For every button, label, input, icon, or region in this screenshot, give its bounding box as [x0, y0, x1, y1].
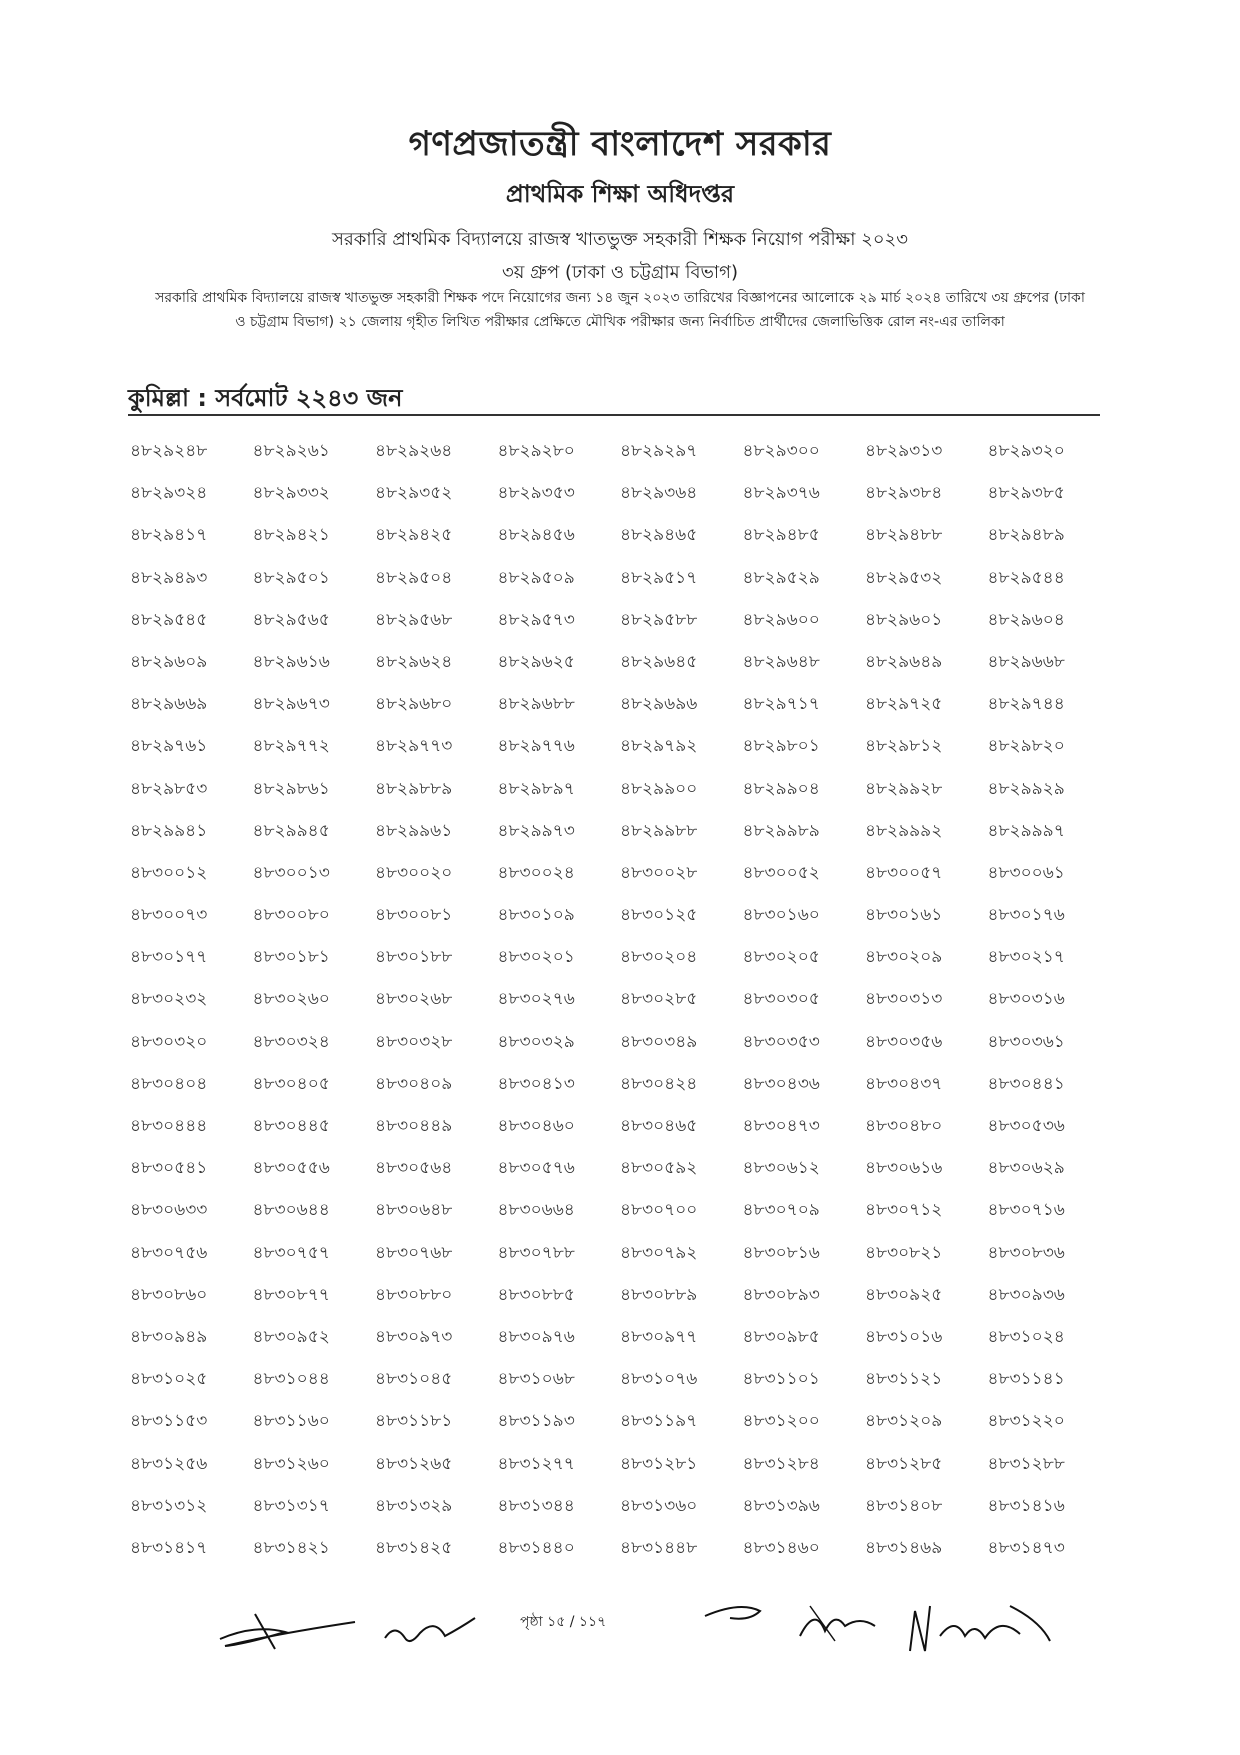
roll-number-table	[130, 438, 1110, 1577]
roll-number: ৪৮২৯৭১৭	[742, 694, 820, 715]
roll-number: ৪৮৩০৩১৩	[865, 989, 943, 1010]
roll-number: ৪৮৩১১৪১	[987, 1369, 1065, 1390]
roll-number: ৪৮২৯৫৬৫	[252, 609, 330, 630]
roll-number: ৪৮৩০৩২৪	[252, 1031, 330, 1052]
roll-number: ৪৮৩০২০৫	[742, 947, 820, 968]
roll-row	[130, 1408, 1110, 1450]
roll-number: ৪৮৩০৯৭৬	[497, 1326, 575, 1347]
roll-number: ৪৮৩০৩৪৯	[620, 1031, 698, 1052]
roll-row	[130, 1197, 1110, 1239]
roll-number: ৪৮৩০৪২৪	[620, 1073, 698, 1094]
roll-number: ৪৮৩০২৮৫	[620, 989, 698, 1010]
signature-4	[790, 1596, 880, 1651]
roll-number: ৪৮২৯৯৯৭	[987, 820, 1065, 841]
roll-number: ৪৮৩০৩৫৬	[865, 1031, 943, 1052]
roll-number: ৪৮২৯৭৪৪	[987, 694, 1065, 715]
roll-number: ৪৮২৯৯৪৫	[252, 820, 330, 841]
roll-number: ৪৮৩০০৫২	[742, 862, 820, 883]
roll-number: ৪৮২৯৩৭৬	[742, 483, 820, 504]
roll-number: ৪৮২৯৫০১	[252, 567, 330, 588]
roll-number: ৪৮৩০৬৪৪	[252, 1200, 330, 1221]
roll-number: ৪৮৩০৮৯৩	[742, 1284, 820, 1305]
roll-number: ৪৮৩০৪০৫	[252, 1073, 330, 1094]
roll-number: ৪৮৩১১৬০	[252, 1411, 330, 1432]
roll-number: ৪৮২৯৫১৭	[620, 567, 698, 588]
roll-number: ৪৮৩১১৯৭	[620, 1411, 698, 1432]
roll-number: ৪৮৩০৯৩৬	[987, 1284, 1065, 1305]
roll-number: ৪৮৩১১২১	[865, 1369, 943, 1390]
roll-number: ৪৮২৯৬৮০	[375, 694, 453, 715]
roll-number: ৪৮৩১৩১২	[130, 1495, 208, 1516]
roll-row	[130, 1324, 1110, 1366]
roll-number: ৪৮৩১৪০৮	[865, 1495, 943, 1516]
roll-number: ৪৮২৯৩০০	[742, 441, 820, 461]
roll-row	[130, 565, 1110, 607]
roll-number: ৪৮৩০৭৯২	[620, 1242, 698, 1263]
roll-number: ৪৮২৯৭৬১	[130, 736, 208, 757]
roll-number: ৪৮২৯৫৩২	[865, 567, 943, 588]
roll-number: ৪৮২৯৯৭৩	[497, 820, 575, 841]
roll-number: ৪৮২৯৩৮৪	[865, 483, 943, 504]
roll-number: ৪৮২৯৯৪১	[130, 820, 208, 841]
roll-number: ৪৮৩০৪৭৩	[742, 1116, 820, 1136]
page-number: পৃষ্ঠা ১৫ / ১১৭	[520, 1614, 607, 1630]
roll-number: ৪৮২৯৩৩২	[252, 483, 330, 504]
roll-number: ৪৮২৯২৪৮	[130, 441, 208, 461]
roll-number: ৪৮৩০১৮১	[252, 947, 330, 968]
roll-number: ৪৮২৯২৮০	[497, 441, 575, 461]
roll-number: ৪৮২৯৬৮৮	[497, 694, 575, 715]
roll-number: ৪৮৩০২০১	[497, 947, 575, 968]
roll-number: ৪৮২৯৪২৫	[375, 525, 453, 546]
roll-number: ৪৮২৯৬৪৮	[742, 651, 820, 672]
roll-number: ৪৮৩০৪৩৬	[742, 1073, 820, 1094]
roll-number: ৪৮৩১২২০	[987, 1411, 1065, 1432]
description: সরকারি প্রাথমিক বিদ্যালয়ে রাজস্ব খাতভুক্ত সহকারী শিক্ষক পদে নিয়োগের জন্য ১৪ জুন ২০২৩ তারিখের বিজ্ঞাপনের আলোকে ২৯ মার্চ ২০২৪ তারিখে ৩য় গ্রুপের (ঢাকা ও চট্টগ্রাম বিভাগ) ২১ জেলায় গৃহীত লিখিত পরীক্ষার প্রেক্ষিতে মৌখিক পরীক্ষার জন্য নির্বাচিত প্রার্থীদের জেলাভিত্তিক রোল নং-এর তালিকা	[155, 290, 1085, 330]
roll-number: ৪৮২৯৫৪৫	[130, 609, 208, 630]
roll-row	[130, 1451, 1110, 1493]
roll-number: ৪৮৩০৪৬৫	[620, 1116, 698, 1136]
roll-number: ৪৮২৯৫২৯	[742, 567, 820, 588]
district-heading: কুমিল্লা : সর্বমোট ২২৪৩ জন	[128, 384, 403, 412]
roll-number: ৪৮৩০৮৩৬	[987, 1242, 1065, 1263]
roll-number: ৪৮৩১৩২৯	[375, 1495, 453, 1516]
signature-5	[900, 1596, 1060, 1666]
roll-number: ৪৮৩০৭৫৬	[130, 1242, 208, 1263]
roll-number: ৪৮৩০৪১৩	[497, 1073, 575, 1094]
roll-number: ৪৮২৯৩১৩	[865, 441, 943, 461]
roll-number: ৪৮৩১২৮৮	[987, 1453, 1065, 1474]
roll-number: ৪৮৩০৯৭৭	[620, 1326, 698, 1347]
roll-number: ৪৮২৯৯২৮	[865, 778, 943, 799]
roll-row	[130, 438, 1110, 480]
roll-number: ৪৮৩০১৬১	[865, 905, 943, 926]
roll-number: ৪৮৩১১৮১	[375, 1411, 453, 1432]
roll-row	[130, 1535, 1110, 1577]
roll-number: ৪৮৩০৩৬১	[987, 1031, 1065, 1052]
roll-row	[130, 1029, 1110, 1071]
roll-number: ৪৮৩০৩২০	[130, 1031, 208, 1052]
roll-number: ৪৮২৯৪৮৫	[742, 525, 820, 546]
roll-number: ৪৮৩০৯৪৯	[130, 1326, 208, 1347]
roll-number: ৪৮৩১৪৬০	[742, 1537, 820, 1558]
roll-number: ৪৮৩০৮১৬	[742, 1242, 820, 1263]
roll-number: ৪৮৩০১০৯	[497, 905, 575, 926]
roll-number: ৪৮৩০১২৫	[620, 905, 698, 926]
roll-row	[130, 776, 1110, 818]
roll-number: ৪৮২৯৬০৯	[130, 651, 208, 672]
roll-number: ৪৮৩০৩০৫	[742, 989, 820, 1010]
roll-number: ৪৮২৯৬২৪	[375, 651, 453, 672]
roll-number: ৪৮৩০৪৪৯	[375, 1116, 453, 1136]
roll-number: ৪৮৩০০১৩	[252, 862, 330, 883]
roll-number: ৪৮৩১৩৯৬	[742, 1495, 820, 1516]
roll-number: ৪৮৩০৫৯২	[620, 1158, 698, 1179]
roll-number: ৪৮৩০৩১৬	[987, 989, 1065, 1010]
roll-row	[130, 860, 1110, 902]
roll-number: ৪৮২৯৬৬৯	[130, 694, 208, 715]
roll-number: ৪৮৩১০৬৮	[497, 1369, 575, 1390]
roll-number: ৪৮৩০৯৫২	[252, 1326, 330, 1347]
roll-number: ৪৮৩০৪৪৪	[130, 1116, 208, 1136]
roll-number: ৪৮৩০৭০০	[620, 1200, 698, 1221]
roll-number: ৪৮৩০৬১৬	[865, 1158, 943, 1179]
roll-number: ৪৮২৯৩৫৩	[497, 483, 575, 504]
group-title: ৩য় গ্রুপ (ঢাকা ও চট্টগ্রাম বিভাগ)	[502, 262, 738, 283]
roll-row	[130, 944, 1110, 986]
roll-number: ৪৮৩১২৭৭	[497, 1453, 575, 1474]
roll-number: ৪৮৩০৪৪৫	[252, 1116, 330, 1136]
roll-number: ৪৮২৯২৬৪	[375, 441, 453, 461]
roll-number: ৪৮৩০১৮৮	[375, 947, 453, 968]
roll-number: ৪৮২৯২৬১	[252, 441, 330, 461]
roll-number: ৪৮৩১০১৬	[865, 1326, 943, 1347]
roll-row	[130, 986, 1110, 1028]
roll-number: ৪৮২৯৭৭২	[252, 736, 330, 757]
roll-number: ৪৮৩০৫৫৬	[252, 1158, 330, 1179]
roll-number: ৪৮৩১২০৯	[865, 1411, 943, 1432]
roll-number: ৪৮২৯৮০১	[742, 736, 820, 757]
roll-number: ৪৮২৯৬০৪	[987, 609, 1065, 630]
roll-number: ৪৮৩১৪১৭	[130, 1537, 208, 1558]
roll-number: ৪৮২৯৬৭৩	[252, 694, 330, 715]
roll-number: ৪৮২৯৬০১	[865, 609, 943, 630]
roll-number: ৪৮৩০৪০৯	[375, 1073, 453, 1094]
roll-number: ৪৮২৯৯০০	[620, 778, 698, 799]
divider	[128, 414, 1100, 416]
roll-number: ৪৮৩০৬১২	[742, 1158, 820, 1179]
roll-number: ৪৮৩০০১২	[130, 862, 208, 883]
roll-row	[130, 1071, 1110, 1113]
roll-number: ৪৮২৯৭৯২	[620, 736, 698, 757]
roll-number: ৪৮৩০৪৪১	[987, 1073, 1065, 1094]
roll-number: ৪৮৩০৮৮০	[375, 1284, 453, 1305]
roll-number: ৪৮২৯৬৪৫	[620, 651, 698, 672]
roll-number: ৪৮৩০৯৮৫	[742, 1326, 820, 1347]
roll-row	[130, 902, 1110, 944]
roll-number: ৪৮৩০৪৮০	[865, 1116, 943, 1136]
directorate-title: প্রাথমিক শিক্ষা অধিদপ্তর	[505, 180, 735, 208]
roll-number: ৪৮৩০০৮০	[252, 905, 330, 926]
roll-number: ৪৮৩১০২৫	[130, 1369, 208, 1390]
roll-number: ৪৮২৯৫৭৩	[497, 609, 575, 630]
roll-number: ৪৮২৯৯৮৯	[742, 820, 820, 841]
roll-number: ৪৮২৯৬৪৯	[865, 651, 943, 672]
roll-row	[130, 649, 1110, 691]
roll-number: ৪৮২৯৬৬৮	[987, 651, 1065, 672]
roll-number: ৪৮২৯৯৯২	[865, 820, 943, 841]
roll-number: ৪৮৩১২৮৪	[742, 1453, 820, 1474]
roll-number: ৪৮২৯৬৯৬	[620, 694, 698, 715]
roll-number: ৪৮৩০৯৭৩	[375, 1326, 453, 1347]
roll-number: ৪৮২৯৪৮৮	[865, 525, 943, 546]
roll-number: ৪৮৩০৫৪১	[130, 1158, 208, 1179]
roll-number: ৪৮৩০৬২৯	[987, 1158, 1065, 1179]
roll-number: ৪৮২৯৭৭৩	[375, 736, 453, 757]
roll-number: ৪৮৩০৭৫৭	[252, 1242, 330, 1263]
roll-number: ৪৮২৯৪৮৯	[987, 525, 1065, 546]
roll-number: ৪৮২৯৬১৬	[252, 651, 330, 672]
roll-number: ৪৮২৯৪৯৩	[130, 567, 208, 588]
roll-row	[130, 733, 1110, 775]
roll-row	[130, 480, 1110, 522]
roll-number: ৪৮২৯৪২১	[252, 525, 330, 546]
roll-number: ৪৮৩১২৬৫	[375, 1453, 453, 1474]
roll-number: ৪৮২৯৫০৯	[497, 567, 575, 588]
roll-number: ৪৮৩০৩৫৩	[742, 1031, 820, 1052]
roll-number: ৪৮৩০৫৩৬	[987, 1116, 1065, 1136]
roll-row	[130, 1282, 1110, 1324]
roll-number: ৪৮৩০০২৪	[497, 862, 575, 883]
roll-row	[130, 1155, 1110, 1197]
roll-number: ৪৮২৯৭৭৬	[497, 736, 575, 757]
roll-number: ৪৮৩১২০০	[742, 1411, 820, 1432]
roll-number: ৪৮২৯৫৮৮	[620, 609, 698, 630]
roll-number: ৪৮২৯৯৮৮	[620, 820, 698, 841]
roll-number: ৪৮২৯৫৪৪	[987, 567, 1065, 588]
roll-number: ৪৮৩১২৫৬	[130, 1453, 208, 1474]
roll-number: ৪৮৩০০৭৩	[130, 905, 208, 926]
roll-number: ৪৮৩০৬৩৩	[130, 1200, 208, 1221]
roll-number: ৪৮২৯৯৬১	[375, 820, 453, 841]
roll-number: ৪৮৩০৩২৯	[497, 1031, 575, 1052]
roll-row	[130, 818, 1110, 860]
roll-number: ৪৮২৯৩৬৪	[620, 483, 698, 504]
roll-number: ৪৮৩০৭১৬	[987, 1200, 1065, 1221]
roll-number: ৪৮২৯৮১২	[865, 736, 943, 757]
roll-number: ৪৮৩০৫৭৬	[497, 1158, 575, 1179]
exam-title: সরকারি প্রাথমিক বিদ্যালয়ে রাজস্ব খাতভুক্ত সহকারী শিক্ষক নিয়োগ পরীক্ষা ২০২৩	[332, 229, 908, 250]
roll-number: ৪৮২৯৮৫৩	[130, 778, 208, 799]
roll-number: ৪৮৩০৫৬৪	[375, 1158, 453, 1179]
roll-number: ৪৮৩০২৬৮	[375, 989, 453, 1010]
roll-number: ৪৮৩১৪৪০	[497, 1537, 575, 1558]
roll-number: ৪৮২৯৮৬১	[252, 778, 330, 799]
roll-number: ৪৮২৯৬০০	[742, 609, 820, 630]
roll-number: ৪৮৩১০৪৪	[252, 1369, 330, 1390]
roll-number: ৪৮২৯৪৫৬	[497, 525, 575, 546]
roll-number: ৪৮৩০২১৭	[987, 947, 1065, 968]
roll-number: ৪৮৩০৮২১	[865, 1242, 943, 1263]
roll-row	[130, 1113, 1110, 1155]
roll-number: ৪৮২৯৩৫২	[375, 483, 453, 504]
roll-row	[130, 1366, 1110, 1408]
roll-row	[130, 1240, 1110, 1282]
roll-number: ৪৮৩০১৬০	[742, 905, 820, 926]
signature-1	[215, 1604, 365, 1654]
roll-number: ৪৮২৯৮৯৭	[497, 778, 575, 799]
signature-2	[380, 1608, 480, 1653]
roll-number: ৪৮৩০০৫৭	[865, 862, 943, 883]
roll-number: ৪৮৩০৭৬৮	[375, 1242, 453, 1263]
roll-number: ৪৮৩০২০৪	[620, 947, 698, 968]
roll-number: ৪৮৩০৩২৮	[375, 1031, 453, 1052]
roll-number: ৪৮৩১২৬০	[252, 1453, 330, 1474]
roll-number: ৪৮২৯২৯৭	[620, 441, 698, 461]
roll-number: ৪৮৩০৬৬৪	[497, 1200, 575, 1221]
roll-number: ৪৮৩১৪২১	[252, 1537, 330, 1558]
roll-number: ৪৮৩১১৯৩	[497, 1411, 575, 1432]
roll-row	[130, 522, 1110, 564]
roll-number: ৪৮৩১০৪৫	[375, 1369, 453, 1390]
roll-number: ৪৮২৯৬২৫	[497, 651, 575, 672]
roll-number: ৪৮৩১৪৭৩	[987, 1537, 1065, 1558]
roll-row	[130, 607, 1110, 649]
roll-number: ৪৮৩০০২০	[375, 862, 453, 883]
roll-number: ৪৮৩১৩৪৪	[497, 1495, 575, 1516]
roll-number: ৪৮৩০৪৩৭	[865, 1073, 943, 1094]
roll-number: ৪৮৩০৯২৫	[865, 1284, 943, 1305]
roll-number: ৪৮৩০২৩২	[130, 989, 208, 1010]
roll-number: ৪৮৩০৮৬০	[130, 1284, 208, 1305]
roll-number: ৪৮২৯৯০৪	[742, 778, 820, 799]
roll-number: ৪৮৩০৪৬০	[497, 1116, 575, 1136]
roll-number: ৪৮৩০১৭৬	[987, 905, 1065, 926]
roll-number: ৪৮৩০২৬০	[252, 989, 330, 1010]
roll-number: ৪৮৩০৮৭৭	[252, 1284, 330, 1305]
roll-number: ৪৮৩১২৮৫	[865, 1453, 943, 1474]
roll-number: ৪৮৩১২৮১	[620, 1453, 698, 1474]
roll-number: ৪৮৩০৬৪৮	[375, 1200, 453, 1221]
roll-number: ৪৮৩১০২৪	[987, 1326, 1065, 1347]
roll-number: ৪৮২৯৫০৪	[375, 567, 453, 588]
roll-number: ৪৮২৯৩২৪	[130, 483, 208, 504]
roll-number: ৪৮৩০৪০৪	[130, 1073, 208, 1094]
roll-number: ৪৮৩০১৭৭	[130, 947, 208, 968]
roll-number: ৪৮৩১০৭৬	[620, 1369, 698, 1390]
roll-number: ৪৮৩১১০১	[742, 1369, 820, 1390]
roll-number: ৪৮২৯৪১৭	[130, 525, 208, 546]
roll-number: ৪৮৩১৪১৬	[987, 1495, 1065, 1516]
roll-number: ৪৮২৯৮৮৯	[375, 778, 453, 799]
roll-number: ৪৮৩০২৭৬	[497, 989, 575, 1010]
roll-number: ৪৮৩০০২৮	[620, 862, 698, 883]
roll-number: ৪৮৩১৪২৫	[375, 1537, 453, 1558]
roll-number: ৪৮২৯৫৬৮	[375, 609, 453, 630]
roll-number: ৪৮২৯৯২৯	[987, 778, 1065, 799]
roll-number: ৪৮২৯৩২০	[987, 441, 1065, 461]
roll-number: ৪৮২৯৭২৫	[865, 694, 943, 715]
government-title: গণপ্রজাতন্ত্রী বাংলাদেশ সরকার	[408, 124, 832, 164]
roll-number: ৪৮২৯৩৮৫	[987, 483, 1065, 504]
roll-number: ৪৮৩০০৮১	[375, 905, 453, 926]
roll-number: ৪৮৩০৭৮৮	[497, 1242, 575, 1263]
roll-number: ৪৮৩১৩১৭	[252, 1495, 330, 1516]
roll-row	[130, 691, 1110, 733]
roll-number: ৪৮৩০০৬১	[987, 862, 1065, 883]
roll-number: ৪৮৩১১৫৩	[130, 1411, 208, 1432]
roll-number: ৪৮৩১৪৬৯	[865, 1537, 943, 1558]
roll-number: ৪৮৩০৭০৯	[742, 1200, 820, 1221]
roll-number: ৪৮৩০২০৯	[865, 947, 943, 968]
roll-number: ৪৮৩১৩৬০	[620, 1495, 698, 1516]
roll-number: ৪৮২৯৪৬৫	[620, 525, 698, 546]
roll-number: ৪৮৩০৮৮৯	[620, 1284, 698, 1305]
roll-number: ৪৮৩০৮৮৫	[497, 1284, 575, 1305]
signature-3	[700, 1596, 780, 1636]
roll-row	[130, 1493, 1110, 1535]
roll-number: ৪৮৩০৭১২	[865, 1200, 943, 1221]
roll-number: ৪৮২৯৮২০	[987, 736, 1065, 757]
roll-number: ৪৮৩১৪৪৮	[620, 1537, 698, 1558]
footer	[0, 1596, 1240, 1676]
